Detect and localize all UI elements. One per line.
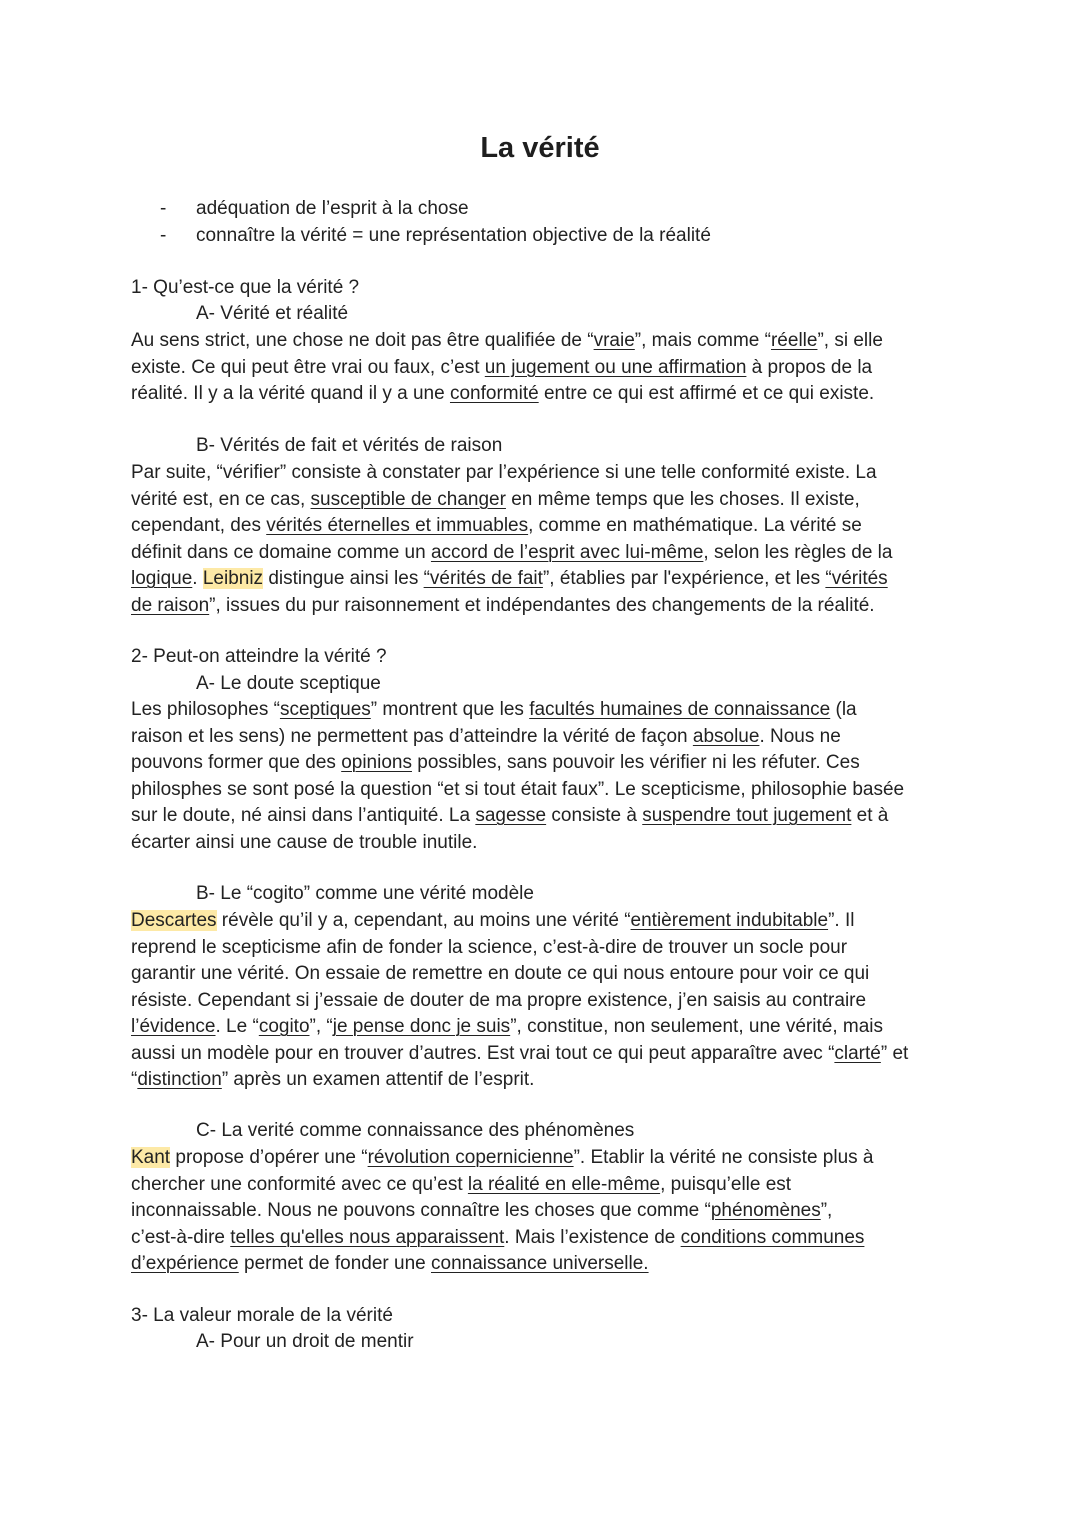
section-1b-heading: B- Vérités de fait et vérités de raison	[196, 435, 503, 456]
section-2c-paragraph: Kant propose d’opérer une “révolution copernicienne”. Etablir la vérité ne consiste plus à chercher une conformité avec ce qu’est la réalité en elle-même, puisqu’elle est inconnaissable. Nous ne pouvons connaître les choses que comme “phénomènes”, c’est-à-dire telles qu'elles nous apparaissent. Mais l’existence de conditions communes d’expérience permet de fonder une connaissance universelle.	[131, 1147, 874, 1274]
dash-bullet: -	[160, 198, 167, 219]
dash-bullet: -	[160, 224, 167, 246]
section-1a-paragraph: Au sens strict, une chose ne doit pas être qualifiée de “vraie”, mais comme “réelle”, si elle existe. Ce qui peut être vrai ou faux, c’est un jugement ou une affirmation à propos de la réalité. Il y a la vérité quand il y a une conformité entre ce qui est affirmé et ce qui existe.	[131, 330, 883, 404]
section-2c-heading: C- La verité comme connaissance des phénomènes	[196, 1120, 635, 1141]
section-3-heading: 3- La valeur morale de la vérité	[131, 1305, 393, 1326]
section-2a-paragraph: Les philosophes “sceptiques” montrent que les facultés humaines de connaissance (la raison et les sens) ne permettent pas d’atteindre la vérité de façon absolue. Nous ne pouvons former que des opinions possibles, sans pouvoir les vérifier ni les réfuter. Ces philosphes se sont posé la question “et si tout était faux”. Le scepticisme, philosophie basée sur le doute, né ainsi dans l’antiquité. La sagesse consiste à suspendre tout jugement et à écarter ainsi une cause de trouble inutile.	[131, 699, 905, 853]
list-item: - connaître la vérité = une représentation objective de la réalité	[158, 223, 711, 250]
section-2b-heading: B- Le “cogito” comme une vérité modèle	[196, 883, 534, 904]
section-2-heading: 2- Peut-on atteindre la vérité ?	[131, 646, 387, 667]
section-1b-paragraph: Par suite, “vérifier” consiste à constater par l’expérience si une telle conformité existe. La vérité est, en ce cas, susceptible de changer en même temps que les choses. Il existe, cependant, des vérités éternelles et immuables, comme en mathématique. La vérité se définit dans ce domaine comme un accord de l’esprit avec lui-même, selon les règles de la logique. Leibniz distingue ainsi les “vérités de fait”, établies par l'expérience, et les “vérités de raison”, issues du pur raisonnement et indépendantes des changements de la réalité.	[131, 462, 893, 616]
list-item: - adéquation de l’esprit à la chose	[158, 196, 711, 223]
highlight-leibniz: Leibniz	[202, 568, 264, 589]
highlight-descartes: Descartes	[131, 910, 217, 931]
section-3a-heading: A- Pour un droit de mentir	[196, 1331, 414, 1352]
highlight-kant: Kant	[131, 1147, 171, 1168]
section-1a-heading: A- Vérité et réalité	[196, 303, 349, 324]
definition-list	[158, 196, 711, 249]
page-title: La vérité	[480, 132, 600, 164]
section-1-heading: 1- Qu’est-ce que la vérité ?	[131, 277, 360, 298]
section-2b-paragraph: Descartes révèle qu’il y a, cependant, au moins une vérité “entièrement indubitable”. Il reprend le scepticisme afin de fonder la science, c’est-à-dire de trouver un socle pour garantir une vérité. On essaie de remettre en doute ce qui nous entoure pour voir ce qui résiste. Cependant si j’essaie de douter de ma propre existence, j’en saisis au contraire l’évidence. Le “cogito”, “je pense donc je suis”, constitue, non seulement, une vérité, mais aussi un modèle pour en trouver d’autres. Est vrai tout ce qui peut apparaître avec “clarté” et “distinction” après un examen attentif de l’esprit.	[131, 910, 909, 1090]
section-2a-heading: A- Le doute sceptique	[196, 673, 381, 694]
